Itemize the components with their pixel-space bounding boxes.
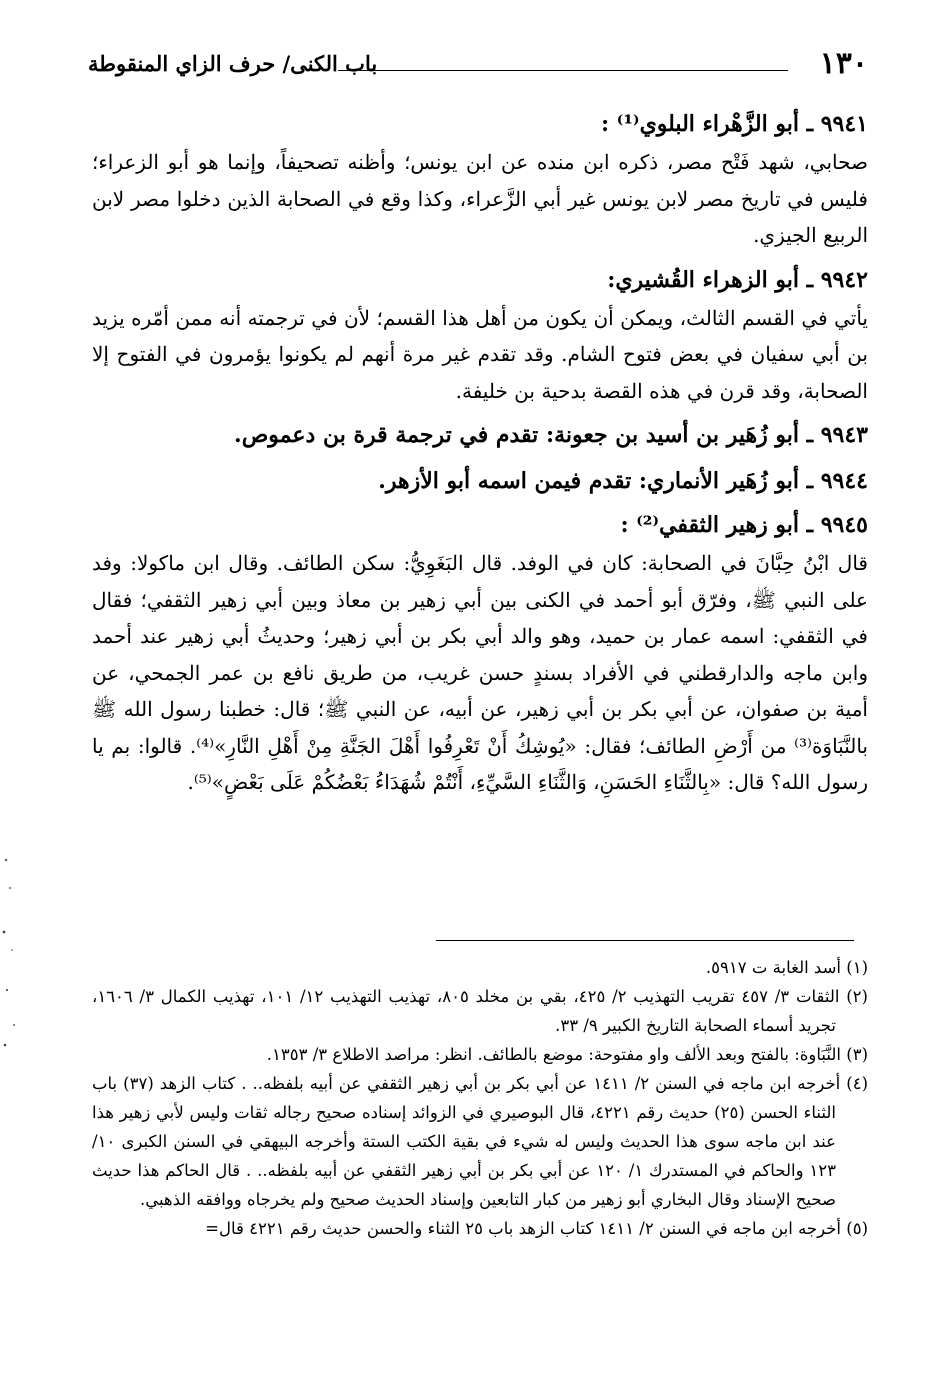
running-head: باب الكنى/ حرف الزاي المنقوطة — [88, 51, 378, 76]
entry-title: ٩٩٤٣ ـ أبو زُهَير بن أسيد بن جعونة: تقدم في ترجمة قرة بن دعموص. — [234, 422, 868, 448]
page-number: ١٣٠ — [819, 46, 868, 81]
entry-title: ٩٩٤١ ـ أبو الزَّهْراء البلوي⁽¹⁾ : — [601, 111, 868, 137]
entry-title: ٩٩٤٥ ـ أبو زهير الثقفي⁽²⁾ : — [620, 512, 868, 538]
footnote: (٣) النَّبَاوة: بالفتح وبعد الألف واو مفتوحة: موضع بالطائف. انظر: مراصد الاطلاع ٣/ ١٣٥٣. — [266, 1045, 868, 1064]
footnote: (٢) الثقات ٣/ ٤٥٧ تقريب التهذيب ٢/ ٤٢٥، بقي بن مخلد ٨٠٥، تهذيب التهذيب ١٢/ ١٠١، تهذيب الكمال ٣/ ١٦٠٦، تجريد أسماء الصحابة التاريخ الكبير ٩/ ٣٣. — [92, 987, 868, 1035]
footnote: (١) أسد الغابة ت ٥٩١٧. — [705, 958, 868, 977]
footnote: (٥) أخرجه ابن ماجه في السنن ٢/ ١٤١١ كتاب الزهد باب ٢٥ الثناء والحسن حديث رقم ٤٢٢١ قال= — [205, 1219, 868, 1238]
page-header — [88, 44, 868, 84]
entry-paragraph: قال ابْنُ حِبَّانَ في الصحابة: كان في الوفد. قال البَغَوِيُّ: سكن الطائف. وقال ابن ماكولا: وفد على النبي ﷺ، وفرّق أبو أحمد في الكنى بين أبي زهير بن معاذ وبين أبي زهير الثقفي؛ فقال في الثقفي: اسمه عمار بن حميد، وهو والد أبي بكر بن أبي زهير؛ وحديثُ أبي زهير عند أحمد وابن ماجه والدارقطني في الأفراد بسندٍ حسن غريب، من طريق نافع بن عمر الجمحي، عن أمية بن صفوان، عن أبي بكر بن أبي زهير، عن أبيه، عن النبي ﷺ؛ قال: خطبنا رسول الله ﷺ بالنَّبَاوَة⁽³⁾ من أَرْضِ الطائف؛ فقال: «يُوشِكُ أَنْ تَعْرِفُوا أَهْلَ الجَنَّةِ مِنْ أَهْلِ النَّارِ»⁽⁴⁾. قالوا: بم يا رسول الله؟ قال: «بِالثَّنَاءِ الحَسَنِ، وَالثَّنَاءِ السَّيِّءِ، أَنْتُمْ شُهَدَاءُ بَعْضُكُمْ عَلَى بَعْضٍ»⁽⁵⁾. — [92, 551, 868, 794]
entry-title: ٩٩٤٤ ـ أبو زُهَير الأنماري: تقدم فيمن اسمه أبو الأزهر. — [378, 468, 868, 494]
header-rule — [338, 70, 788, 71]
main-text — [92, 100, 868, 801]
footnotes — [92, 953, 868, 1243]
scan-specks — [0, 840, 34, 1060]
entry-paragraph: يأتي في القسم الثالث، ويمكن أن يكون من أهل هذا القسم؛ لأن في ترجمته أنه ممن أمّره يزيد بن أبي سفيان في بعض فتوح الشام. وقد تقدم غير مرة أنهم لم يكونوا يؤمرون في الفتوح إلا الصحابة، وقد قرن في هذه القصة بدحية بن خليفة. — [92, 305, 868, 403]
entry-paragraph: صحابي، شهد فَتْح مصر، ذكره ابن منده عن ابن يونس؛ وأظنه تصحيفاً، وإنما هو أبو الزعراء؛ فليس في تاريخ مصر لابن يونس غير أبي الزَّعراء، وكذا وقع في الصحابة الذين دخلوا مصر لابن الربيع الجيزي. — [92, 150, 869, 247]
footnote-separator — [436, 940, 854, 941]
entry-title: ٩٩٤٢ ـ أبو الزهراء القُشيري: — [607, 266, 868, 293]
footnote: (٤) أخرجه ابن ماجه في السنن ٢/ ١٤١١ عن أبي بكر بن أبي زهير الثقفي عن أبيه بلفظه.. . كتاب الزهد (٣٧) باب الثناء الحسن (٢٥) حديث رقم ٤٢٢١، قال البوصيري في الزوائد إسناده صحيح رجاله ثقات وليس لأبي زهير هذا عند ابن ماجه سوى هذا الحديث وليس له شيء في بقية الكتب الستة وأخرجه البيهقي في السنن الكبرى ١٠/ ١٢٣ والحاكم في المستدرك ١/ ١٢٠ عن أبي بكر بن أبي زهير الثقفي عن أبيه بلفظه.. . قال الحاكم هذا حديث صحيح الإسناد وقال البخاري أبو زهير من كبار التابعين وإسناد الحديث صحيح ولم يخرجاه ووافقه الذهبي. — [92, 1074, 868, 1209]
